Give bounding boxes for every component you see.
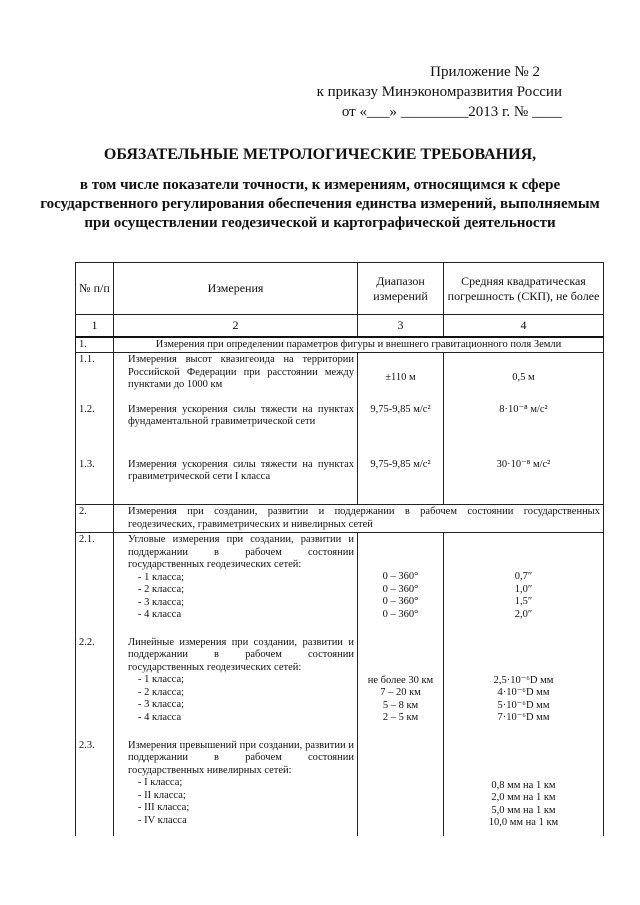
- table-header-row: [76, 263, 604, 315]
- table-row: [76, 623, 604, 726]
- row-num: 1.3.: [76, 449, 114, 505]
- error-value: 0,8 мм на 1 км: [491, 779, 556, 791]
- class-item: - II класса;: [138, 789, 186, 801]
- range-value: 0 – 360°: [382, 596, 419, 607]
- row-measure: [114, 726, 358, 836]
- row-num: 2.2.: [76, 623, 114, 726]
- table-row: [76, 533, 604, 623]
- header-range: Диапазон измерений: [358, 263, 444, 315]
- row-error: [444, 623, 604, 726]
- error-value: 4·10⁻⁶D мм: [497, 687, 550, 698]
- colnum-4: 4: [444, 315, 604, 337]
- range-value: 2 – 5 км: [382, 712, 419, 723]
- error-value: 1,5″: [514, 596, 533, 607]
- row-range: [358, 623, 444, 726]
- table-row: [76, 726, 604, 836]
- row-num: 1.1.: [76, 353, 114, 403]
- row-range: ±110 м: [358, 353, 444, 403]
- error-value: 1,0″: [514, 583, 533, 595]
- appendix-number: Приложение № 2: [430, 64, 540, 80]
- row-range: 9,75-9,85 м/с²: [358, 403, 444, 449]
- order-date-line: от «___» _________2013 г. № ____: [341, 104, 562, 120]
- row-range: [358, 533, 444, 623]
- error-value: 7·10⁻⁶D мм: [497, 712, 550, 723]
- document-title: ОБЯЗАТЕЛЬНЫЕ МЕТРОЛОГИЧЕСКИЕ ТРЕБОВАНИЯ,: [103, 146, 537, 163]
- error-value: 2,0 мм на 1 км: [491, 792, 556, 803]
- colnum-2: 2: [114, 315, 358, 337]
- table-row: [76, 403, 604, 449]
- header-error: Средняя квадратическая погрешность (СКП), не более: [444, 263, 604, 315]
- error-value: 2,0″: [514, 608, 533, 620]
- error-value: 5·10⁻⁶D мм: [497, 699, 550, 711]
- error-value: 2,5·10⁻⁶D мм: [493, 674, 554, 686]
- error-value: 0,7″: [514, 571, 533, 582]
- class-item: - 2 класса;: [138, 686, 185, 698]
- row-error: [444, 533, 604, 623]
- range-value: 5 – 8 км: [382, 699, 419, 711]
- class-item: - 1 класса;: [138, 674, 185, 685]
- error-value: 10,0 мм на 1 км: [488, 817, 559, 828]
- row-error: 30·10⁻⁸ м/с²: [444, 449, 604, 505]
- class-item: - III класса;: [138, 802, 190, 813]
- row-error: 8·10⁻⁸ м/с²: [444, 403, 604, 449]
- row-measure-text: Измерения превышений при создании, развитии и поддержании в рабочем состоянии государственных нивелирных сетей:: [128, 739, 354, 776]
- section-row: [76, 505, 604, 533]
- error-value: 5,0 мм на 1 км: [491, 804, 556, 816]
- order-reference: к приказу Минэкономразвития России: [316, 84, 562, 100]
- range-value: 7 – 20 км: [380, 687, 421, 698]
- row-measure-text: Угловые измерения при создании, развитии и поддержании в рабочем состоянии государственных геодезических сетей:: [128, 534, 354, 570]
- class-item: - IV класса: [138, 814, 187, 826]
- row-measure: Измерения ускорения силы тяжести на пунктах фундаментальной гравиметрической сети: [114, 403, 358, 449]
- requirements-table: [75, 262, 604, 836]
- row-num: 1.2.: [76, 403, 114, 449]
- appendix-header: [317, 62, 562, 122]
- row-measure: [114, 623, 358, 726]
- colnum-1: 1: [76, 315, 114, 337]
- class-item: - 2 класса;: [138, 584, 185, 595]
- class-item: - 3 класса;: [138, 699, 185, 710]
- row-measure: Измерения высот квазигеоида на территории Российской Федерации при расстоянии между пунктами до 1000 км: [114, 353, 358, 403]
- range-value: 0 – 360°: [382, 571, 419, 582]
- class-item: - 4 класса: [138, 609, 182, 620]
- row-range: [358, 726, 444, 836]
- section-title: Измерения при определении параметров фигуры и внешнего гравитационного поля Земли: [114, 337, 604, 353]
- class-item: - 4 класса: [138, 711, 182, 723]
- row-measure: [114, 533, 358, 623]
- row-num: 2.1.: [76, 533, 114, 623]
- range-value: 0 – 360°: [382, 583, 419, 595]
- row-error: [444, 726, 604, 836]
- header-num: № п/п: [76, 263, 114, 315]
- range-value: 0 – 360°: [382, 608, 419, 620]
- table-row: [76, 353, 604, 403]
- row-num: 2.3.: [76, 726, 114, 836]
- table-row: [76, 449, 604, 505]
- column-number-row: [76, 315, 604, 337]
- row-error: 0,5 м: [444, 353, 604, 403]
- section-num: 1.: [76, 337, 114, 353]
- class-item: - I класса;: [138, 777, 183, 788]
- section-title: Измерения при создании, развитии и поддержании в рабочем состоянии государственных геодезических, гравиметрических и нивелирных сетей: [114, 505, 604, 533]
- section-row: [76, 337, 604, 353]
- row-range: 9,75-9,85 м/с²: [358, 449, 444, 505]
- header-measure: Измерения: [114, 263, 358, 315]
- colnum-3: 3: [358, 315, 444, 337]
- document-subtitle: в том числе показатели точности, к измерениям, относящимся к сфере государственного регулирования обеспечения единства измерений, выполняемым при осуществлении геодезической и картографической деятельности: [40, 177, 600, 231]
- class-item: - 3 класса;: [138, 596, 185, 608]
- section-num: 2.: [76, 505, 114, 533]
- range-value: не более 30 км: [367, 674, 434, 686]
- row-measure-text: Линейные измерения при создании, развитии и поддержании в рабочем состоянии государственных геодезических сетей:: [128, 636, 354, 673]
- row-measure: Измерения ускорения силы тяжести на пунктах гравиметрической сети I класса: [114, 449, 358, 505]
- class-item: - 1 класса;: [138, 571, 185, 583]
